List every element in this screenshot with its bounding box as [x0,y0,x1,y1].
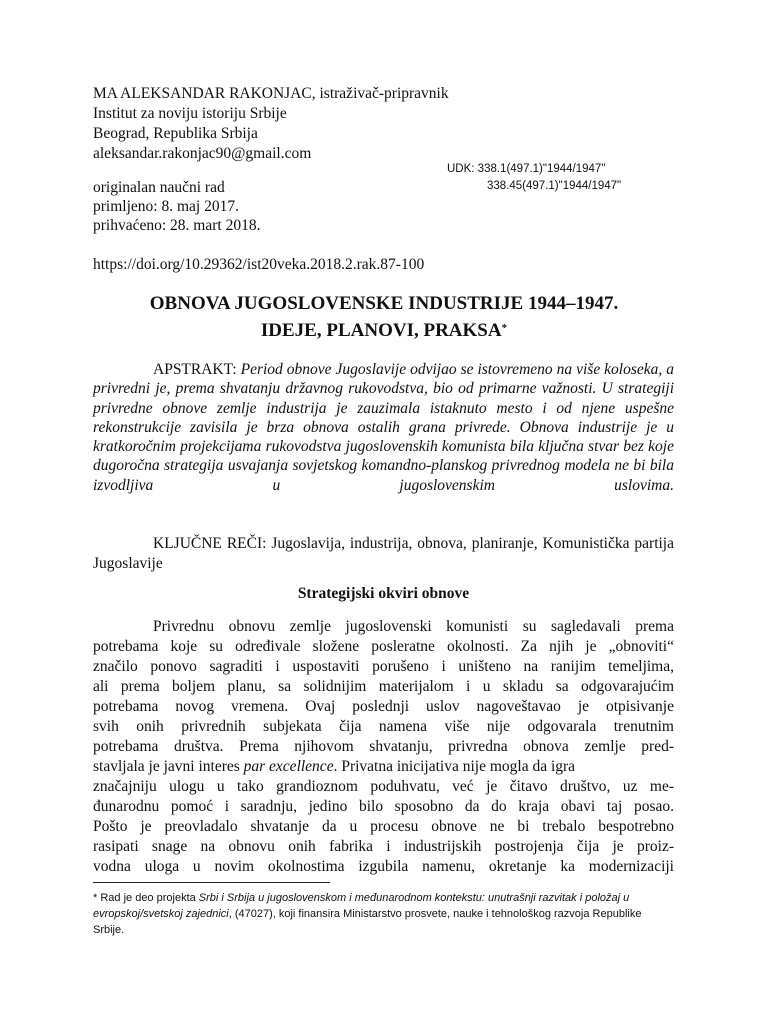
body-line: potrebama društva. Prema njihovom shvatanju, privredna obnova zemlje pred- [93,738,674,755]
body-line: đunarodnu pomoć i saradnju, jedino bilo sposobno da do kraja obavi taj posao. [93,798,674,815]
body-line: potrebama novog vremena. Ovaj poslednji uslov nagoveštavao je otpisivanje [93,698,674,715]
keywords-text: Jugoslavija, industrija, obnova, planiranje, Komunistička partija Jugoslavije [93,535,674,572]
doi-link[interactable]: https://doi.org/10.29362/ist20veka.2018.2.rak.87-100 [93,256,425,273]
title-line-1: OBNOVA JUGOSLOVENSKE INDUSTRIJE 1944–1947. [149,293,619,314]
body-text: . Privatna inicijativa nije mogla da igra [333,758,576,775]
accepted-date: prihvaćeno: 28. mart 2018. [93,217,261,234]
body-line: ali prema boljem planu, sa solidnijim materijalom i u skladu sa odgovarajućim [93,678,674,695]
author-line: MA ALEKSANDAR RAKONJAC, istraživač-pripravnik [93,85,449,102]
title-footnote-marker: * [501,322,508,334]
abstract [93,360,674,495]
body-line [93,757,674,777]
footnote-text-1: Rad je deo projekta [100,892,199,904]
received-date: primljeno: 8. maj 2017. [93,198,239,215]
body-line: Pošto je preovladalo shvatanje da u procesu obnove ne bi trebalo bespotrebno [93,818,674,835]
keywords-label: KLJUČNE REČI: [153,535,267,552]
city-line: Beograd, Republika Srbija [93,125,258,142]
udk-line-1: UDK: 338.1(497.1)"1944/1947" [447,163,606,175]
body-text: stavljala je javni interes [93,758,244,775]
keywords [93,534,674,574]
title-line-2-text: IDEJE, PLANOVI, PRAKSA [260,320,502,341]
title-line-2 [60,317,708,344]
footnote-divider [93,882,330,883]
body-line: svih onih privrednih subjekata čija namena više nije odgovarala trenutnim [93,718,674,735]
footnote-marker: * [93,892,98,904]
footnote [93,890,674,938]
paper-type: originalan naučni rad [93,179,225,196]
institute-line: Institut za noviju istoriju Srbije [93,105,287,122]
email-line: aleksandar.rakonjac90@gmail.com [93,145,312,162]
section-title: Strategijski okviri obnove [297,585,470,602]
body-line: potrebama koje su određivale složene posleratne okolnosti. Za njih je „obnoviti“ [93,638,674,655]
body-line: rasipati snage na obnovu onih fabrika i industrijskih postrojenja čija je proiz- [93,838,674,855]
footnote-italic: Srbi i Srbija u jugoslovenskom i međunarodnom kontekstu: unutrašnji razvitak i položaj u evropskoj/svetskoj zajednici [93,892,630,920]
body-line: značajniju ulogu u tako grandioznom poduhvatu, već je čitavo društvo, uz me- [93,778,674,795]
abstract-label: APSTRAKT: [153,361,237,378]
body-line: značilo ponovo sagraditi i uspostaviti porušeno i uništeno na ranijim temeljima, [93,658,674,675]
body-line: vodna uloga u novim okolnostima izgubila namenu, okretanje ka modernizaciji [93,858,674,875]
body-line: Privrednu obnovu zemlje jugoslovenski komunisti su sagledavali prema [153,618,674,635]
footnote-text-2: , (47027), koji finansira Ministarstvo prosvete, nauke i tehnološkog razvoja Republike Srbije. [93,908,642,936]
body-italic-text: par excellence [243,758,334,775]
udk-line-2: 338.45(497.1)"1944/1947" [487,180,622,192]
abstract-text: Period obnove Jugoslavije odvijao se istovremeno na više koloseka, a privredni je, prema shvatanju državnog rukovodstva, bio od primarne važnosti. U strategiji privredne obnove zemlje industrija je zauzimala istaknuto mesto i od njene uspešne rekonstrukcije zavisila je brza obnova ostalih grana privrede. Obnova industrije je u kratkoročnim projekcijama rukovodstva jugoslovenskih komunista bila ključna stvar bez koje dugoročna strategija usvajanja sovjetskog komandno-planskog privrednog modela ne bi bila izvodljiva u jugoslovenskim uslovima. [93,361,675,494]
